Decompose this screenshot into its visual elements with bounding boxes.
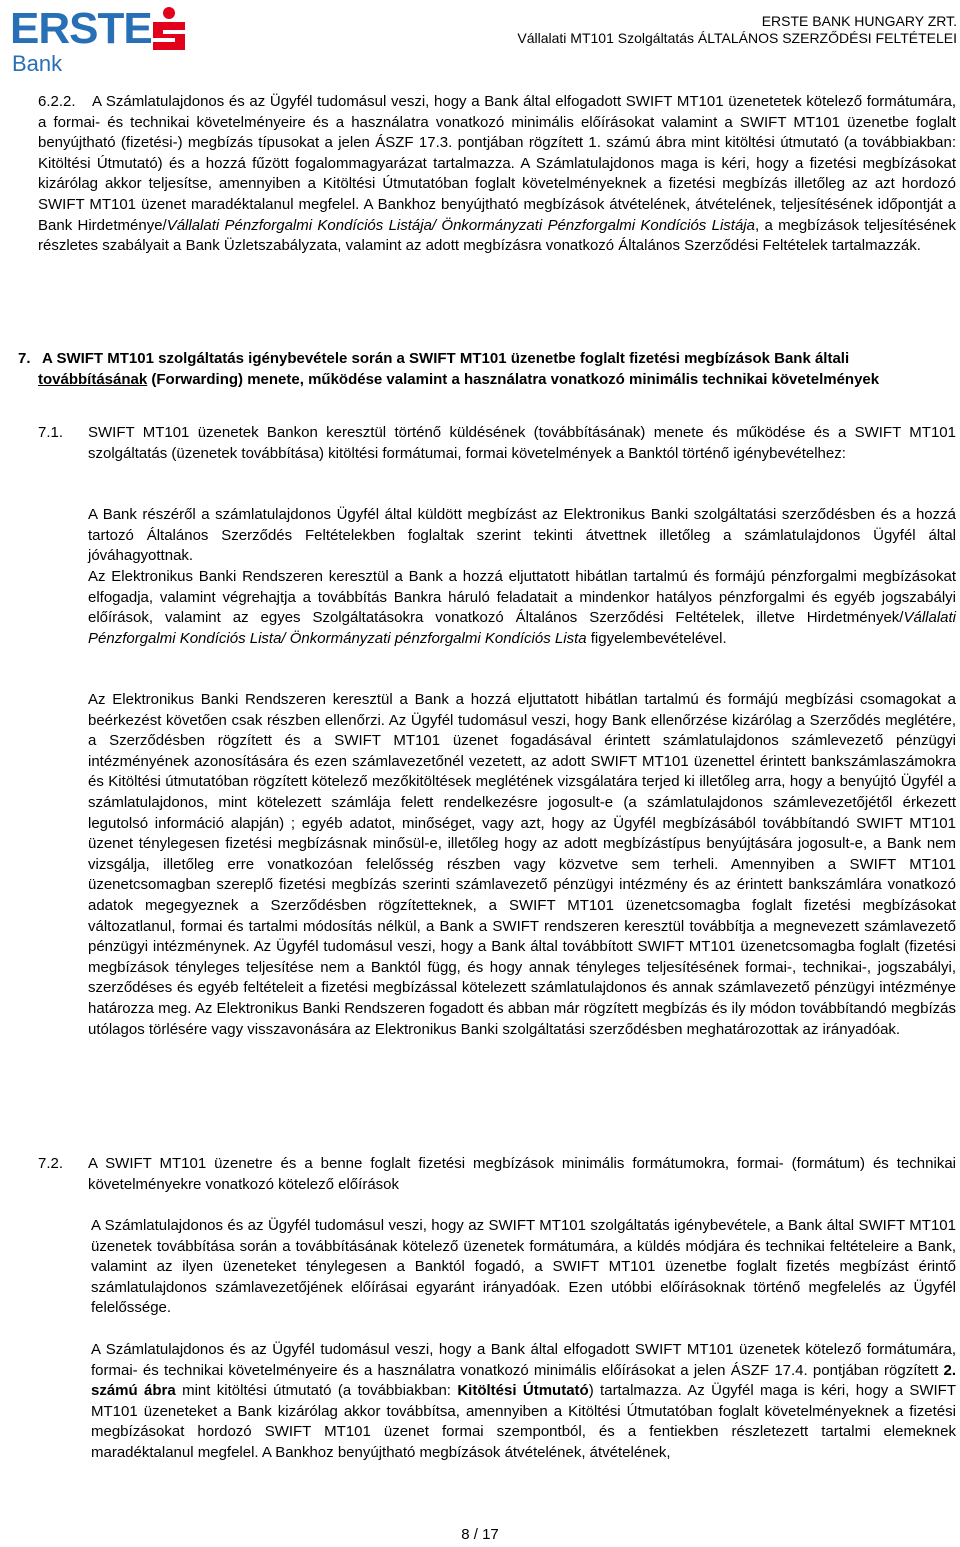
text-run: mint kitöltési útmutató (a továbbiakban: <box>175 1382 458 1400</box>
document-title: Vállalati MT101 Szolgáltatás ÁLTALÁNOS SZERZŐDÉSI FELTÉTELEI <box>517 30 957 46</box>
paragraph-7-2-intro: A SWIFT MT101 üzenetre és a benne foglalt fizetési megbízások minimális formátumokra, formai- (formátum) és technikai követelményekre vonatkozó kötelező előírások <box>88 1155 956 1193</box>
text-run-italic: Vállalati Pénzforgalmi Kondíciós Listája/ Önkormányzati Pénzforgalmi Kondíciós Listája <box>166 216 755 234</box>
paragraph-7-2-b <box>91 1340 956 1464</box>
heading-run: A SWIFT MT101 szolgáltatás igénybevétele során a SWIFT MT101 üzenetbe foglalt fizetési megbízások Bank általi <box>42 350 850 367</box>
section-number-7: 7. <box>18 350 31 367</box>
paragraph-6-2-2 <box>38 92 956 257</box>
text-run: figyelembevételével. <box>586 629 727 647</box>
text-run-italic: Vállalati Pénzforgalmi Kondíciós Lista/ Önkormányzati pénzforgalmi Kondíciós Lista <box>88 609 956 647</box>
paragraph-7-1-c: Az Elektronikus Banki Rendszeren keresztül a Bank a hozzá eljuttatott hibátlan tartalmú és formájú megbízási csomagokat a beérkezést követően csak részben ellenőrzi. Az Ügyfél tudomásul veszi, hogy Bank ellenőrzése kizárólag a Szerződés meglétére, a Szerződésben rögzített és a SWIFT MT101 üzenet fogadásával érintett számlatulajdonos számlevezető pénzügyi intézményének azonosítására és ezen számlavezetőnél vezetett, az adott SWIFT MT101 üzenettel érintett bankszámlaszámokra és Kitöltési útmutatóban rögzített kötelező mezőkitöltések meglétének vizsgálatára terjed ki illetőleg arra, hogy a benyújtó Ügyfél a számlatulajdonos, mint kötelezett számlája felett rendelkezésre jogosult-e (a számlatulajdonos számlevezetőjétől érkezett legutolsó információ alapján) ; egyéb adatot, minőséget, vagy azt, hogy az Ügyfél megbízásából továbbítandó SWIFT MT101 üzenet ténylegesen fizetési megbízásnak minősül-e, illetőleg hogy az adott megbízástípus benyújtására jogosult-e, a Bank nem vizsgálja, illetőleg erre vonatkozóan felelősség részben vagy közvetve sem terheli. Amennyiben a SWIFT MT101 üzenetcsomagban szereplő fizetési megbízás szerinti számlavezető pénzügyi intézmény és az érintett bankszámlára vonatkozó adatok megegyeznek a Szerződésben rögzítetteknek, a SWIFT MT101 üzenetcsomagba foglalt fizetési megbízásokat változatlanul, formai és tartalmi módosítás nélkül, a Bank a SWIFT rendszeren keresztül továbbítja a megnevezett számlavezető pénzügyi intézménynek. Az Ügyfél tudomásul veszi, hogy a Bank által továbbított SWIFT MT101 üzenetcsomagba foglalt (fizetési megbízások tényleges teljesítése nem a Banktól függ, és hogy annak tényleges teljesítésének formai-, technikai-, jogszabályi, szerződéses és egyéb feltételeit a fizetési megbízással kötelezett számlatulajdonos és annak számlavezető pénzügyi intézménye határozza meg. Az Elektronikus Banki Rendszeren fogadott és abban már rögzített megbízás és ily módon továbbítandó megbízás utólagos törlésére vagy visszavonására az Elektronikus Banki szolgáltatási szerződésben meghatározottak az irányadóak. <box>88 691 956 1038</box>
text-run: Az Elektronikus Banki Rendszeren keresztül a Bank a hozzá eljuttatott hibátlan tartalmú és formájú pénzforgalmi megbízásokat elfogadja, valamint végrehajtja a továbbítás Bankra háruló feladatait a mindenkor hatályos pénzforgalmi és egyéb jogszabályi előírások, valamint az egyes Szolgáltatásokra vonatkozó Általános Szerződési Feltételek, illetve Hirdetmények/ <box>88 568 956 627</box>
section-number-6-2-2: 6.2.2. <box>38 93 76 110</box>
page-number: 8 / 17 <box>461 1526 499 1543</box>
page-header <box>517 13 957 47</box>
paragraph-7-2-a: A Számlatulajdonos és az Ügyfél tudomásul veszi, hogy az SWIFT MT101 szolgáltatás igénybevétele, a Bank által SWIFT MT101 üzenetek továbbítása során a továbbításának kötelező üzenetek formátumára, a küldés módjára és technikai feltételeire a Bank, valamint az ilyen üzeneteket ténylegesen a Banktól fogadó, a SWIFT MT101 üzenetbe foglalt fizetés megbízást érintő számlatulajdonos számlavezetőjének előírásai egyaránt irányadóak. Ezen utóbbi előírásoknak történő megfelelés az Ügyfél felelőssége. <box>91 1217 956 1317</box>
text-run: A Számlatulajdonos és az Ügyfél tudomásul veszi, hogy a Bank által elfogadott SWIFT MT101 üzenetek kötelező formátumára, formai- és technikai követelményeire és a használatra vonatkozó minimális előírásokat a jelen ÁSZF 17.4. pontjában rögzített <box>91 1341 956 1379</box>
text-run: ) tartalmazza. Az Ügyfél maga is kéri, hogy a SWIFT MT101 üzeneteket a Bank kizárólag akkor továbbítsa, amennyiben a Kitöltési Útmutatóban foglalt követelményeknek a fizetési megbízásokat hordozó SWIFT MT101 üzenet formai szempontból, és a fentiekben részletezett tartalmi elemeknek maradéktalanul megfelel. A Bankhoz benyújtható megbízások átvételének, átvételének, <box>91 1382 956 1461</box>
paragraph-7-1-a: A Bank részéről a számlatulajdonos Ügyfél által küldött megbízást az Elektronikus Banki szolgáltatási szerződésben és a hozzá tartozó Általános Szerződés Feltételekben foglaltak szerint tekinti átvettnek illetőleg a számlatulajdonos Ügyfél által jóváhagyottnak. <box>88 506 956 565</box>
section-number-7-1: 7.1. <box>38 424 64 441</box>
logo-wordmark: ERSTE <box>10 4 152 53</box>
paragraph-7-1-b <box>88 567 956 649</box>
logo-subtext: Bank <box>12 51 63 76</box>
text-run: A Számlatulajdonos és az Ügyfél tudomásul veszi, hogy a Bank által elfogadott SWIFT MT101 üzenetetek kötelező formátumára, a formai- és technikai követelményeire és a használatra vonatkozó minimális előírásokat valamint a SWIFT MT101 üzenetbe foglalt benyújtható (fizetési-) megbízás típusokat a jelen ÁSZF 17.3. pontjában rögzített 1. számú ábra mint kitöltési útmutató (a továbbiakban: Kitöltési Útmutató) és a hozzá fűzött fogalommagyarázat tartalmazza. A Számlatulajdonos maga is kéri, hogy a fizetési megbízásokat kizárólag akkor teljesítse, amennyiben a Kitöltési Útmutatóban foglalt követelményeknek a fizetési megbízás illetőleg az azt hordozó SWIFT MT101 üzenet maradéktalanul megfelel. A Bankhoz benyújtható megbízások átvételének, átvételének, teljesítésének időpontját a Bank Hirdetménye/ <box>38 93 956 234</box>
text-run-bold: Kitöltési Útmutató <box>457 1382 589 1400</box>
company-name: ERSTE BANK HUNGARY ZRT. <box>761 13 957 29</box>
erste-bank-logo <box>10 4 190 78</box>
heading-run-underlined: továbbításának <box>38 370 148 388</box>
text-run: , a megbízások teljesítésének részletes szabályait a Bank Üzletszabályzata, valamint az adott megbízásra vonatkozó Általános Szerződési Feltételek tartalmazzák. <box>38 216 956 255</box>
text-run-bold: 2. számú ábra <box>91 1361 956 1400</box>
erste-s-logo-icon <box>147 6 191 52</box>
heading-7 <box>38 349 956 390</box>
paragraph-7-1-intro: SWIFT MT101 üzenetek Bankon keresztül történő küldésének (továbbításának) menete és működése és a SWIFT MT101 szolgáltatás (üzenetek továbbítása) kitöltési formátumai, formai követelmények a Banktól történő igénybevételhez: <box>88 424 956 462</box>
heading-run: (Forwarding) menete, működése valamint a használatra vonatkozó minimális technikai követelmények <box>147 370 880 388</box>
section-number-7-2: 7.2. <box>38 1155 64 1172</box>
